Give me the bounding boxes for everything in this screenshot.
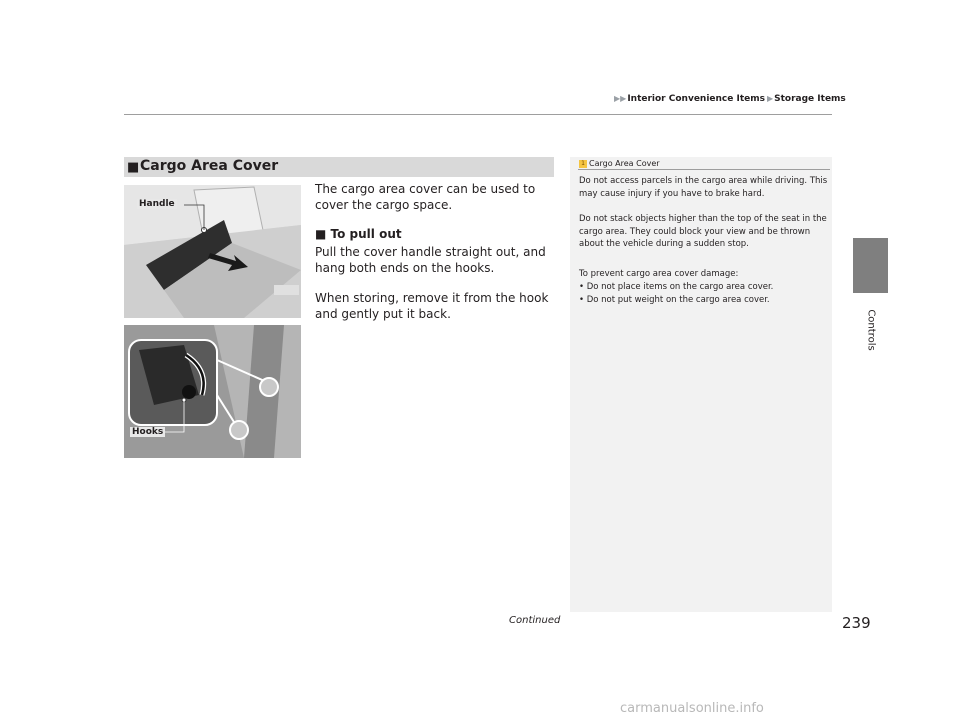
storing-paragraph: When storing, remove it from the hook and gently put it back. xyxy=(315,291,549,321)
note-paragraph-3: To prevent cargo area cover damage: xyxy=(579,269,739,279)
note-paragraph-2: Do not stack objects higher than the top of the seat in the cargo area. They could block your view and be thrown about the vehicle during a sudden stop. xyxy=(579,214,827,249)
breadcrumb xyxy=(614,94,846,104)
breadcrumb-arrow-icon: ▶ xyxy=(766,94,774,103)
note-panel xyxy=(570,157,832,612)
hooks-label: Hooks xyxy=(132,427,164,437)
section-square-icon: ■ xyxy=(127,160,140,175)
breadcrumb-item-storage[interactable]: Storage Items xyxy=(774,94,846,104)
note-number-icon: 1 xyxy=(579,160,587,168)
page-number: 239 xyxy=(842,614,871,632)
breadcrumb-arrow-icon: ▶▶ xyxy=(614,94,627,103)
subheading: ■ To pull out xyxy=(315,227,402,241)
continued-label: Continued xyxy=(509,615,561,626)
breadcrumb-item-interior[interactable]: Interior Convenience Items xyxy=(627,94,765,104)
subheading-square-icon: ■ xyxy=(315,227,327,241)
header-divider xyxy=(124,114,832,115)
note-paragraph-1: Do not access parcels in the cargo area while driving. This may cause injury if you have to brake hard. xyxy=(579,176,828,199)
note-divider xyxy=(578,169,830,170)
handle-label: Handle xyxy=(139,199,175,209)
note-bullet-1: • Do not place items on the cargo area cover. xyxy=(579,282,774,292)
pull-out-paragraph: Pull the cover handle straight out, and hang both ends on the hooks. xyxy=(315,245,546,275)
watermark: carmanualsonline.info xyxy=(620,701,764,716)
section-header xyxy=(124,157,554,177)
note-bullet-2: • Do not put weight on the cargo area cover. xyxy=(579,295,770,305)
note-title: 1 Cargo Area Cover xyxy=(579,159,660,168)
chapter-tab xyxy=(853,238,888,293)
section-title: Cargo Area Cover xyxy=(140,158,279,174)
hooks-photo xyxy=(124,325,301,458)
chapter-label: Controls xyxy=(865,309,876,351)
intro-paragraph: The cargo area cover can be used to cover the cargo space. xyxy=(315,182,536,212)
